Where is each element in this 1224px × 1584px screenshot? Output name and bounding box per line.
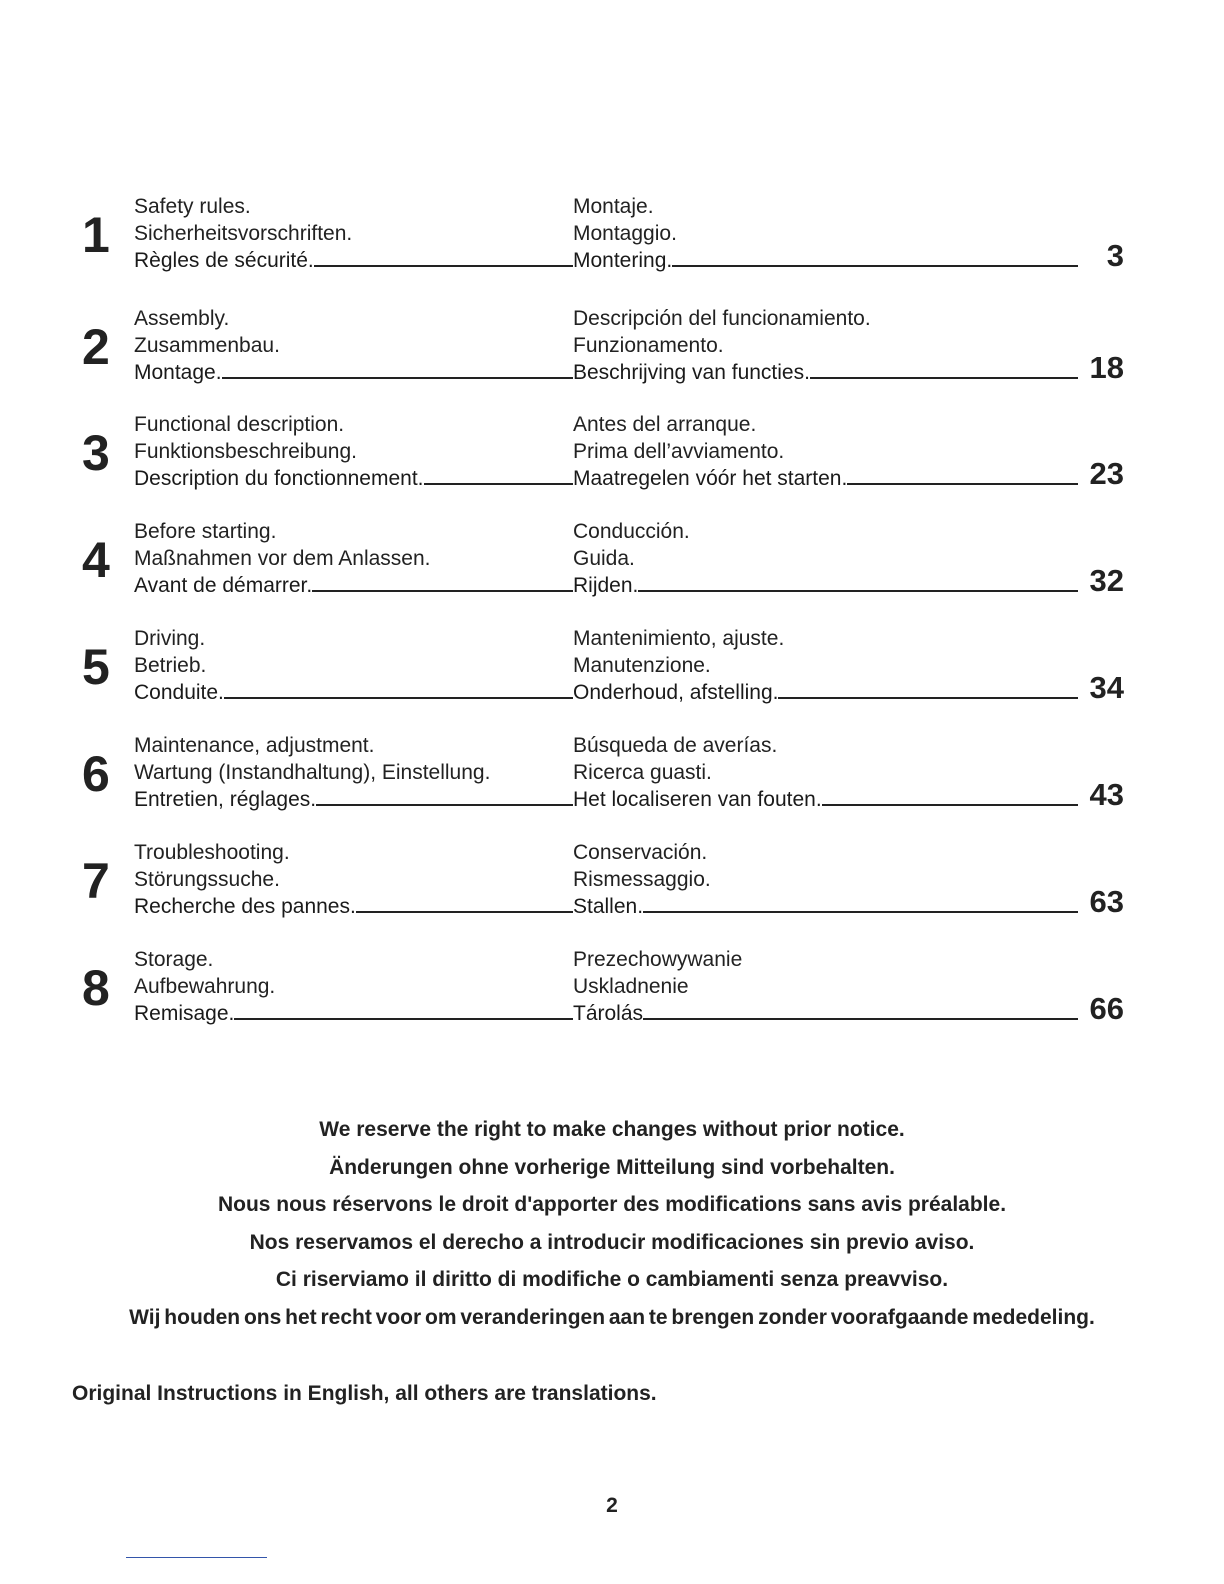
- page-number: 2: [606, 1494, 618, 1517]
- section-number: 6: [82, 746, 110, 802]
- toc-title-nl: Rijden.: [573, 574, 639, 597]
- toc-title-en: Troubleshooting.: [134, 841, 290, 864]
- toc-title-en: Storage.: [134, 948, 214, 971]
- toc-title-en: Driving.: [134, 627, 206, 650]
- toc-section-2[interactable]: [0, 305, 1224, 385]
- toc-title-fr: Remisage.: [134, 1002, 235, 1025]
- toc-title-fr: Avant de démarrer.: [134, 574, 313, 597]
- toc-title-fr: Conduite.: [134, 681, 224, 704]
- footer-divider: [126, 1557, 267, 1558]
- leader-line: [424, 483, 574, 485]
- toc-section-5[interactable]: [0, 625, 1224, 705]
- toc-title-fr: Règles de sécurité.: [134, 249, 314, 272]
- toc-title-it: Rismessaggio.: [573, 868, 711, 891]
- toc-title-es: Mantenimiento, ajuste.: [573, 627, 785, 650]
- toc-title-it: Funzionamento.: [573, 334, 724, 357]
- toc-title-de: Wartung (Instandhaltung), Einstellung.: [134, 761, 491, 784]
- toc-title-en: Assembly.: [134, 307, 230, 330]
- toc-title-de: Funktionsbeschreibung.: [134, 440, 357, 463]
- toc-page-number: 63: [1089, 884, 1124, 919]
- toc-title-es: Descripción del funcionamiento.: [573, 307, 871, 330]
- toc-title-fr: Montage.: [134, 361, 222, 384]
- toc-title-nl: Onderhoud, afstelling.: [573, 681, 779, 704]
- toc-title-en: Functional description.: [134, 413, 345, 436]
- toc-title-de: Sicherheitsvorschriften.: [134, 222, 353, 245]
- toc-title-fr: Entretien, réglages.: [134, 788, 317, 811]
- toc-section-3[interactable]: [0, 411, 1224, 491]
- toc-title-es: Conservación.: [573, 841, 708, 864]
- disclaimer-block: [0, 1111, 1224, 1336]
- toc-page-number: 66: [1089, 991, 1124, 1026]
- section-number: 5: [82, 639, 110, 695]
- disclaimer-nl: Wij houden ons het recht voor om veranderingen aan te brengen zonder voorafgaande mededeling.: [129, 1305, 1095, 1329]
- toc-title-nl: Maatregelen vóór het starten.: [573, 467, 848, 490]
- leader-line: [643, 1018, 1078, 1020]
- leader-line: [822, 804, 1078, 806]
- disclaimer-it: Ci riserviamo il diritto di modifiche o cambiamenti senza preavviso.: [275, 1268, 949, 1291]
- toc-section-4[interactable]: [0, 518, 1224, 598]
- toc-page-number: 34: [1089, 670, 1124, 705]
- disclaimer-en: We reserve the right to make changes without prior notice.: [319, 1118, 905, 1141]
- section-number: 8: [82, 960, 110, 1016]
- leader-line: [222, 377, 573, 379]
- toc-title-nl: Het localiseren van fouten.: [573, 788, 822, 811]
- toc-section-7[interactable]: [0, 839, 1224, 919]
- section-number: 2: [82, 319, 110, 375]
- toc-title-de: Betrieb.: [134, 654, 207, 677]
- disclaimer-es: Nos reservamos el derecho a introducir modificaciones sin previo aviso.: [249, 1230, 975, 1254]
- toc-title-de: Zusammenbau.: [134, 334, 280, 357]
- leader-line: [638, 590, 1078, 592]
- leader-line: [672, 265, 1078, 267]
- toc-page-number: 43: [1089, 777, 1124, 812]
- toc-title-pl: Prezechowywanie: [573, 948, 743, 971]
- toc-title-de: Aufbewahrung.: [134, 975, 276, 998]
- leader-line: [312, 590, 573, 592]
- toc-title-es: Conducción.: [573, 520, 690, 543]
- toc-title-nl: Montering.: [573, 249, 673, 272]
- toc-page-number: 32: [1089, 563, 1124, 598]
- section-number: 3: [82, 425, 110, 481]
- toc-title-en: Before starting.: [134, 520, 277, 543]
- section-number: 1: [82, 207, 110, 263]
- toc-title-en: Maintenance, adjustment.: [134, 734, 375, 757]
- toc-title-es: Búsqueda de averías.: [573, 734, 778, 757]
- toc-title-es: Montaje.: [573, 195, 654, 218]
- toc-section-8[interactable]: [0, 946, 1224, 1026]
- leader-line: [234, 1018, 573, 1020]
- toc-title-it: Prima dell’avviamento.: [573, 440, 785, 463]
- toc-title-de: Maßnahmen vor dem Anlassen.: [134, 547, 431, 570]
- section-number: 4: [82, 532, 110, 588]
- toc-section-1[interactable]: [0, 193, 1224, 273]
- toc-title-nl: Stallen.: [573, 895, 644, 918]
- leader-line: [643, 911, 1078, 913]
- leader-line: [778, 697, 1078, 699]
- toc-page-number: 23: [1089, 456, 1124, 491]
- leader-line: [316, 804, 573, 806]
- disclaimer-fr: Nous nous réservons le droit d'apporter des modifications sans avis préalable.: [217, 1193, 1007, 1216]
- toc-title-it: Guida.: [573, 547, 635, 570]
- toc-title-it: Manutenzione.: [573, 654, 711, 677]
- leader-line: [314, 265, 573, 267]
- toc-page-number: 18: [1089, 350, 1124, 385]
- toc-title-es: Antes del arranque.: [573, 413, 757, 436]
- disclaimer-de: Änderungen ohne vorherige Mitteilung sind vorbehalten.: [329, 1155, 895, 1179]
- leader-line: [224, 697, 573, 699]
- original-instructions-note: Original Instructions in English, all others are translations.: [72, 1382, 657, 1405]
- toc-title-it: Ricerca guasti.: [573, 761, 712, 784]
- section-number: 7: [82, 853, 110, 909]
- toc-title-nl: Beschrijving van functies.: [573, 361, 810, 384]
- toc-title-fr: Recherche des pannes.: [134, 895, 356, 918]
- toc-title-sk: Uskladnenie: [573, 975, 689, 998]
- toc-title-it: Montaggio.: [573, 222, 677, 245]
- toc-title-de: Störungssuche.: [134, 868, 280, 891]
- toc-title-fr: Description du fonctionnement.: [134, 467, 424, 490]
- toc-title-en: Safety rules.: [134, 195, 251, 218]
- toc-section-6[interactable]: [0, 732, 1224, 812]
- leader-line: [847, 483, 1078, 485]
- leader-line: [810, 377, 1078, 379]
- toc-page-number: 3: [1106, 238, 1124, 273]
- leader-line: [356, 911, 573, 913]
- toc-title-hu: Tárolás: [573, 1002, 644, 1025]
